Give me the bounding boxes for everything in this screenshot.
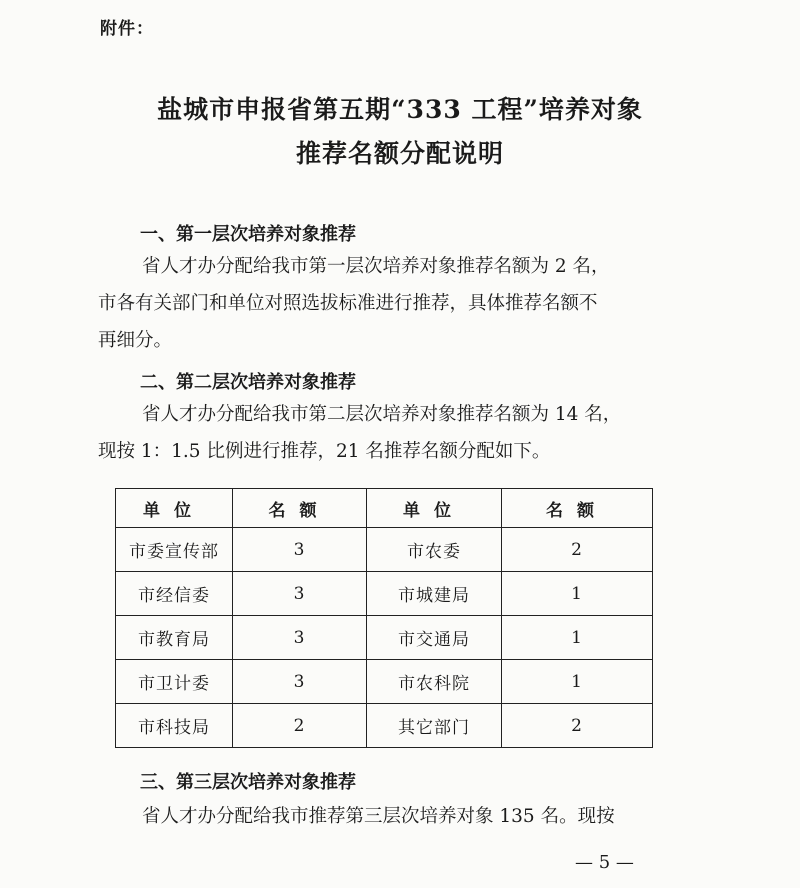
unit-cell: 市交通局 — [367, 616, 502, 660]
quota-cell: 3 — [233, 572, 367, 616]
quota-cell: 3 — [233, 616, 367, 660]
document-title-line-1: 盐城市申报省第五期“333 工程”培养对象 — [157, 95, 643, 124]
section-3-body — [98, 798, 615, 835]
page-number: — 5 — — [575, 852, 634, 873]
unit-cell: 其它部门 — [367, 704, 502, 748]
unit-cell: 市卫计委 — [116, 660, 233, 704]
attachment-label: 附件： — [100, 19, 154, 39]
section-2-heading: 二、第二层次培养对象推荐 — [140, 372, 356, 393]
section-1-line: 省人才办分配给我市第一层次培养对象推荐名额为 2 名， — [142, 256, 610, 277]
header-quota: 名额 — [233, 489, 367, 528]
document-title-line-2: 推荐名额分配说明 — [295, 139, 504, 168]
section-2-body — [98, 396, 621, 470]
unit-cell: 市城建局 — [367, 572, 502, 616]
unit-cell: 市经信委 — [116, 572, 233, 616]
section-1-heading: 一、第一层次培养对象推荐 — [140, 224, 356, 245]
section-3-line: 省人才办分配给我市推荐第三层次培养对象 135 名。现按 — [142, 806, 615, 827]
quota-cell: 1 — [502, 572, 653, 616]
quota-allocation-table — [115, 488, 653, 748]
section-1-line: 再细分。 — [98, 330, 173, 351]
section-2-line: 现按 1：1.5 比例进行推荐，21 名推荐名额分配如下。 — [98, 441, 551, 462]
table-header-row — [116, 489, 653, 528]
quota-cell: 3 — [233, 660, 367, 704]
unit-cell: 市教育局 — [116, 616, 233, 660]
table-row — [116, 572, 653, 616]
table-row — [116, 616, 653, 660]
quota-cell: 2 — [233, 704, 367, 748]
quota-cell: 1 — [502, 660, 653, 704]
section-1-body — [98, 248, 610, 359]
unit-cell: 市农科院 — [367, 660, 502, 704]
header-quota: 名额 — [502, 489, 653, 528]
unit-cell: 市科技局 — [116, 704, 233, 748]
quota-cell: 3 — [233, 528, 367, 572]
table-row — [116, 660, 653, 704]
table-row — [116, 704, 653, 748]
unit-cell: 市委宣传部 — [116, 528, 233, 572]
section-1-line: 市各有关部门和单位对照选拔标准进行推荐，具体推荐名额不 — [98, 293, 598, 314]
quota-cell: 2 — [502, 528, 653, 572]
quota-cell: 1 — [502, 616, 653, 660]
header-unit: 单位 — [116, 489, 233, 528]
quota-cell: 2 — [502, 704, 653, 748]
section-2-line: 省人才办分配给我市第二层次培养对象推荐名额为 14 名， — [142, 404, 622, 425]
header-unit: 单位 — [367, 489, 502, 528]
unit-cell: 市农委 — [367, 528, 502, 572]
table-row — [116, 528, 653, 572]
section-3-heading: 三、第三层次培养对象推荐 — [140, 772, 356, 793]
